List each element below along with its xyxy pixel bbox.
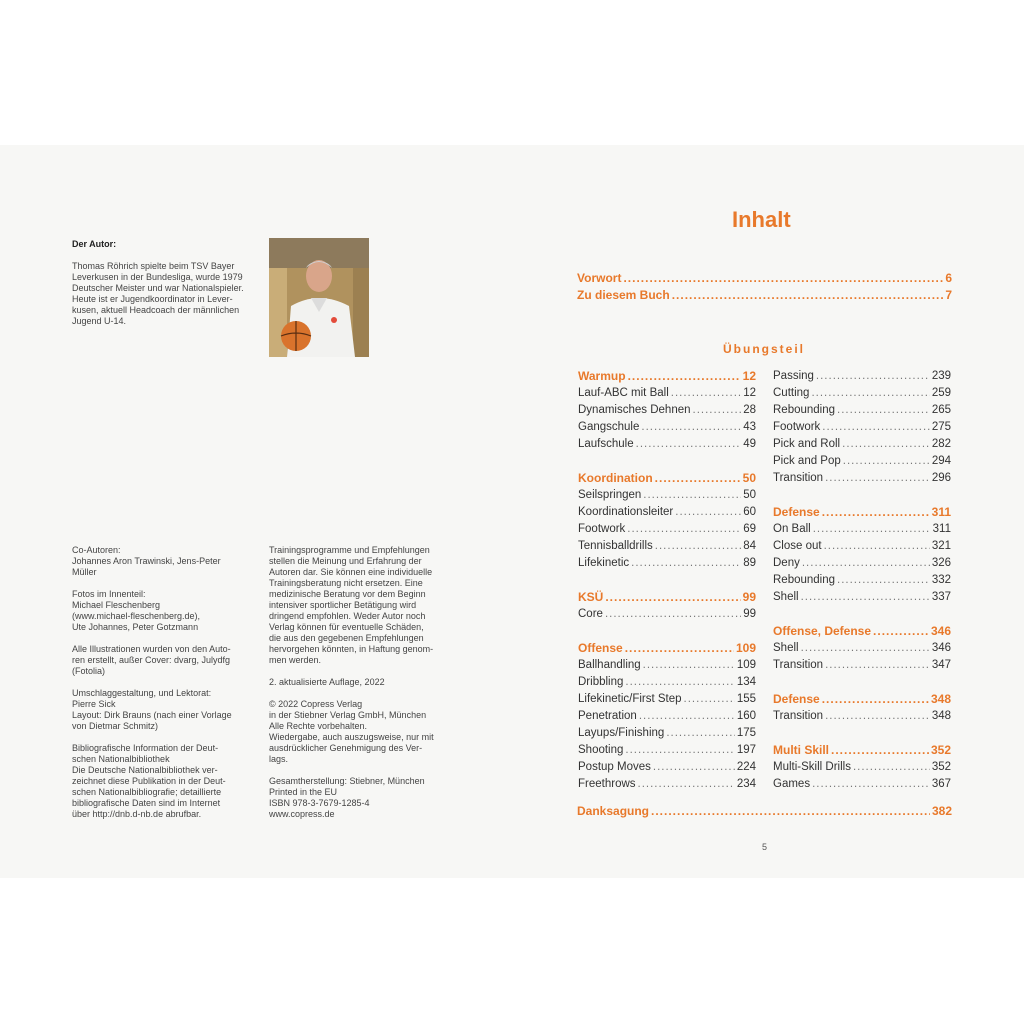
toc-entry-vorwort[interactable]: Vorwort ..... 6 — [577, 270, 952, 287]
toc-entry[interactable] — [578, 691, 756, 708]
toc-entry-label: Transition — [773, 472, 824, 484]
toc-entry-page: 175 — [736, 727, 756, 739]
toc-entry-label: Penetration — [578, 710, 637, 722]
toc-entry-page: 348 — [931, 710, 951, 722]
toc-entry-label: Freethrows — [578, 778, 636, 790]
author-block — [72, 239, 262, 338]
leader-dots — [643, 487, 741, 504]
toc-entry[interactable] — [578, 606, 756, 623]
leader-dots — [825, 470, 930, 487]
leader-dots — [816, 368, 930, 385]
toc-entry-label: Dynamisches Dehnen — [578, 404, 691, 416]
toc-entry-page: 99 — [743, 608, 756, 620]
toc-entry-label: Shooting — [578, 744, 624, 756]
toc-entry[interactable] — [773, 589, 951, 606]
toc-entry-label: Lifekinetic/First Step — [578, 693, 682, 705]
toc-entry-label: Gangschule — [578, 421, 640, 433]
toc-section-heading[interactable] — [578, 368, 756, 385]
leader-dots — [853, 759, 930, 776]
toc-entry-zu-diesem-buch[interactable]: Zu diesem Buch ..... 7 — [577, 287, 952, 304]
leader-dots — [666, 725, 735, 742]
toc-entry-label: Passing — [773, 370, 814, 382]
leader-dots — [842, 436, 930, 453]
toc-section-heading[interactable] — [773, 691, 951, 708]
toc-section-heading[interactable] — [578, 640, 756, 657]
toc-entry[interactable] — [578, 776, 756, 793]
toc-entry-page: 239 — [931, 370, 951, 382]
toc-entry-page: 337 — [931, 591, 951, 603]
toc-entry-label: Transition — [773, 710, 824, 722]
leader-dots — [636, 436, 742, 453]
toc-entry[interactable] — [578, 742, 756, 759]
toc-entry-page: 69 — [743, 523, 756, 535]
toc-entry[interactable] — [773, 555, 951, 572]
toc-section-heading[interactable] — [578, 470, 756, 487]
disclaimer: Trainingsprogramme und Empfehlungen stellen die Meinung und Erfahrung der Autoren dar. Sie können eine individuelle Trainingsberatung nicht ersetzen. Eine medizinische Beratung vor dem Beginn intensiver sportlicher Betätigung wird dringend empfohlen. Weder Autor noch Verlag können für eventuelle Schäden, die aus den gegebenen Empfehlungen hervorgehen könnten, in Haftung genom- men werden. — [269, 545, 434, 665]
toc-entry-label: Transition — [773, 659, 824, 671]
leader-dots — [627, 521, 741, 538]
leader-dots — [671, 385, 741, 402]
toc-entry-label: Close out — [773, 540, 822, 552]
toc-entry-label: Shell — [773, 642, 799, 654]
toc-entry-page: 234 — [736, 778, 756, 790]
toc-entry-label: Dribbling — [578, 676, 624, 688]
toc-entry[interactable] — [773, 572, 951, 589]
toc-entry[interactable] — [773, 368, 951, 385]
toc-entry-label: Ballhandling — [578, 659, 641, 671]
toc-entry-page: 49 — [743, 438, 756, 450]
toc-entry[interactable] — [773, 453, 951, 470]
book-spread — [0, 145, 1024, 878]
toc-entry-page: 43 — [743, 421, 756, 433]
toc-entry-page: 50 — [743, 489, 756, 501]
toc-entry-page: 352 — [930, 743, 951, 757]
toc-entry-label: Seilspringen — [578, 489, 642, 501]
toc-entry-page: 197 — [736, 744, 756, 756]
author-heading: Der Autor: — [72, 239, 117, 249]
leader-dots — [825, 708, 930, 725]
toc-entry[interactable] — [578, 521, 756, 538]
toc-entry-label: Offense — [578, 641, 623, 655]
leader-dots — [638, 776, 735, 793]
edition: 2. aktualisierte Auflage, 2022 — [269, 677, 385, 687]
toc-entry-label: Koordination — [578, 471, 653, 485]
leader-dots — [643, 657, 735, 674]
leader-dots — [655, 538, 741, 555]
toc-entry[interactable] — [773, 657, 951, 674]
toc-entry-page: 265 — [931, 404, 951, 416]
leader-dots — [675, 504, 741, 521]
toc-entry[interactable] — [773, 470, 951, 487]
toc-entry-page: 367 — [931, 778, 951, 790]
leader-dots — [631, 555, 741, 572]
leader-dots — [837, 572, 930, 589]
toc-entry[interactable] — [578, 504, 756, 521]
toc-entry-label: Tennisballdrills — [578, 540, 653, 552]
toc-entry-page: 109 — [735, 641, 756, 655]
toc-entry-label: Warmup — [578, 369, 626, 383]
toc-entry-label: Rebounding — [773, 404, 836, 416]
toc-entry-label: Footwork — [578, 523, 626, 535]
toc-entry-label: Defense — [773, 505, 820, 519]
toc-entry-label: Multi-Skill Drills — [773, 761, 851, 773]
toc-entry-label: Lauf-ABC mit Ball — [578, 387, 669, 399]
toc-entry[interactable] — [578, 725, 756, 742]
toc-entry-label: Lifekinetic — [578, 557, 630, 569]
toc-entry-page: 347 — [931, 659, 951, 671]
toc-section-heading[interactable] — [773, 742, 951, 759]
toc-section-heading[interactable] — [773, 504, 951, 521]
illustration-credits: Alle Illustrationen wurden von den Auto- ren erstellt, außer Cover: dvarg, Julydfg (Fotolia) — [72, 644, 231, 676]
leader-dots — [605, 589, 740, 606]
leader-dots — [801, 640, 930, 657]
toc-entry-page: 109 — [736, 659, 756, 671]
leader-dots — [843, 453, 930, 470]
toc-entry-page: 28 — [743, 404, 756, 416]
toc-entry[interactable] — [578, 657, 756, 674]
leader-dots — [605, 606, 741, 623]
toc-entry-page: 321 — [931, 540, 951, 552]
design-credits: Umschlaggestaltung, und Lektorat: Pierre Sick Layout: Dirk Brauns (nach einer Vorlage von Dietmar Schmitz) — [72, 688, 232, 731]
section-title: Übungsteil — [723, 342, 805, 356]
toc-entry-page: 332 — [931, 574, 951, 586]
leader-dots — [831, 742, 929, 759]
leader-dots — [822, 419, 930, 436]
leader-dots — [873, 623, 929, 640]
leader-dots — [813, 521, 931, 538]
leader-dots — [802, 555, 930, 572]
toc-entry[interactable] — [578, 402, 756, 419]
leader-dots — [684, 691, 735, 708]
toc-entry-label: Core — [578, 608, 603, 620]
author-photo — [269, 238, 369, 357]
leader-dots — [625, 640, 734, 657]
toc-entry[interactable] — [578, 555, 756, 572]
toc-entry-danksagung[interactable]: Danksagung ..... 382 — [577, 803, 952, 820]
leader-dots — [825, 657, 930, 674]
toc-entry[interactable] — [578, 759, 756, 776]
toc-entry-page: 12 — [742, 369, 756, 383]
toc-entry-page: 259 — [931, 387, 951, 399]
leader-dots — [655, 470, 741, 487]
leader-dots — [812, 776, 930, 793]
toc-entry-page: 155 — [736, 693, 756, 705]
toc-entry-label: Shell — [773, 591, 799, 603]
leader-dots — [693, 402, 742, 419]
colophon-column-2 — [269, 545, 469, 831]
toc-entry-label: Footwork — [773, 421, 821, 433]
toc-entry-label: Postup Moves — [578, 761, 651, 773]
toc-entry[interactable] — [773, 776, 951, 793]
page-number: 5 — [762, 842, 768, 852]
leader-dots — [641, 419, 741, 436]
toc-entry-page: 326 — [931, 557, 951, 569]
toc-entry-label: KSÜ — [578, 590, 604, 604]
toc-entry-page: 311 — [932, 523, 951, 535]
toc-entry[interactable] — [578, 708, 756, 725]
toc-entry-page: 50 — [742, 471, 756, 485]
leader-dots — [639, 708, 735, 725]
toc-entry-page: 224 — [736, 761, 756, 773]
toc-section-heading[interactable] — [773, 623, 951, 640]
toc-entry-page: 346 — [930, 624, 951, 638]
toc-entry-page: 89 — [743, 557, 756, 569]
toc-entry[interactable] — [578, 538, 756, 555]
toc-entry-label: Layups/Finishing — [578, 727, 665, 739]
toc-entry-page: 346 — [931, 642, 951, 654]
toc-title: Inhalt — [732, 207, 791, 232]
leader-dots — [811, 385, 929, 402]
toc-entry-label: Multi Skill — [773, 743, 830, 757]
author-bio: Thomas Röhrich spielte beim TSV Bayer Leverkusen in der Bundesliga, wurde 1979 Deutscher Meister und war Nationalspieler. Heute ist er Jugendkoordinator in Lever- kusen, aktuell Headcoach der männlichen Jugend U-14. — [72, 261, 244, 326]
toc-entry-page: 296 — [931, 472, 951, 484]
toc-entry-page: 84 — [743, 540, 756, 552]
toc-entry-page: 160 — [736, 710, 756, 722]
toc-entry-label: Defense — [773, 692, 820, 706]
toc-section-heading[interactable] — [578, 589, 756, 606]
toc-entry-page: 99 — [742, 590, 756, 604]
toc-entry-label: Koordinationsleiter — [578, 506, 674, 518]
leader-dots — [625, 674, 734, 691]
leader-dots — [801, 589, 930, 606]
toc-entry-page: 275 — [931, 421, 951, 433]
toc-entry[interactable] — [578, 436, 756, 453]
toc-entry-page: 282 — [931, 438, 951, 450]
toc-entry[interactable] — [773, 385, 951, 402]
toc-entry[interactable] — [578, 674, 756, 691]
leader-dots — [837, 402, 930, 419]
toc-entry-page: 352 — [931, 761, 951, 773]
toc-entry-page: 348 — [930, 692, 951, 706]
toc-entry-page: 12 — [743, 387, 756, 399]
toc-entry[interactable] — [773, 436, 951, 453]
toc-entry-page: 294 — [931, 455, 951, 467]
toc-entry[interactable] — [578, 419, 756, 436]
toc-entry[interactable] — [773, 759, 951, 776]
toc-entry-label: Rebounding — [773, 574, 836, 586]
toc-entry[interactable] — [773, 419, 951, 436]
toc-entry[interactable] — [773, 402, 951, 419]
colophon-column-1 — [72, 545, 262, 831]
toc-entry-label: Offense, Defense — [773, 624, 872, 638]
toc-entry-label: Deny — [773, 557, 800, 569]
leader-dots — [625, 742, 734, 759]
photo-credits: Fotos im Innenteil: Michael Fleschenberg (www.michael-fleschenberg.de), Ute Johannes, Peter Gotzmann — [72, 589, 201, 632]
production-info: Gesamtherstellung: Stiebner, München Printed in the EU ISBN 978-3-7679-1285-4 www.copress.de — [269, 776, 425, 819]
toc-entry-label: On Ball — [773, 523, 811, 535]
toc-entry-label: Laufschule — [578, 438, 634, 450]
toc-entry-label: Cutting — [773, 387, 810, 399]
toc-entry[interactable] — [578, 487, 756, 504]
toc-entry-page: 134 — [736, 676, 756, 688]
toc-entry[interactable] — [773, 640, 951, 657]
toc-entry[interactable] — [773, 538, 951, 555]
bibliographic-info: Bibliografische Information der Deut- schen Nationalbibliothek Die Deutsche Nationalbibliothek ver- zeichnet diese Publikation in der Deut- schen Nationalbibliografie; detaillierte bibliografische Daten sind im Internet über http://dnb.d-nb.de abrufbar. — [72, 743, 226, 819]
leader-dots — [628, 368, 741, 385]
leader-dots — [824, 538, 930, 555]
toc-entry-page: 60 — [743, 506, 756, 518]
toc-entry[interactable] — [773, 521, 951, 538]
leader-dots — [822, 691, 929, 708]
toc-entry[interactable] — [578, 385, 756, 402]
leader-dots — [653, 759, 735, 776]
toc-entry[interactable] — [773, 708, 951, 725]
copyright: © 2022 Copress Verlag in der Stiebner Verlag GmbH, München Alle Rechte vorbehalten. Wiedergabe, auch auszugsweise, nur mit ausdrücklicher Genehmigung des Ver- lags. — [269, 699, 434, 764]
leader-dots — [822, 504, 930, 521]
toc-entry-label: Games — [773, 778, 811, 790]
toc-entry-label: Pick and Roll — [773, 438, 841, 450]
toc-entry-label: Pick and Pop — [773, 455, 841, 467]
co-authors: Co-Autoren: Johannes Aron Trawinski, Jens-Peter Müller — [72, 545, 221, 577]
toc-entry-page: 311 — [931, 505, 951, 519]
